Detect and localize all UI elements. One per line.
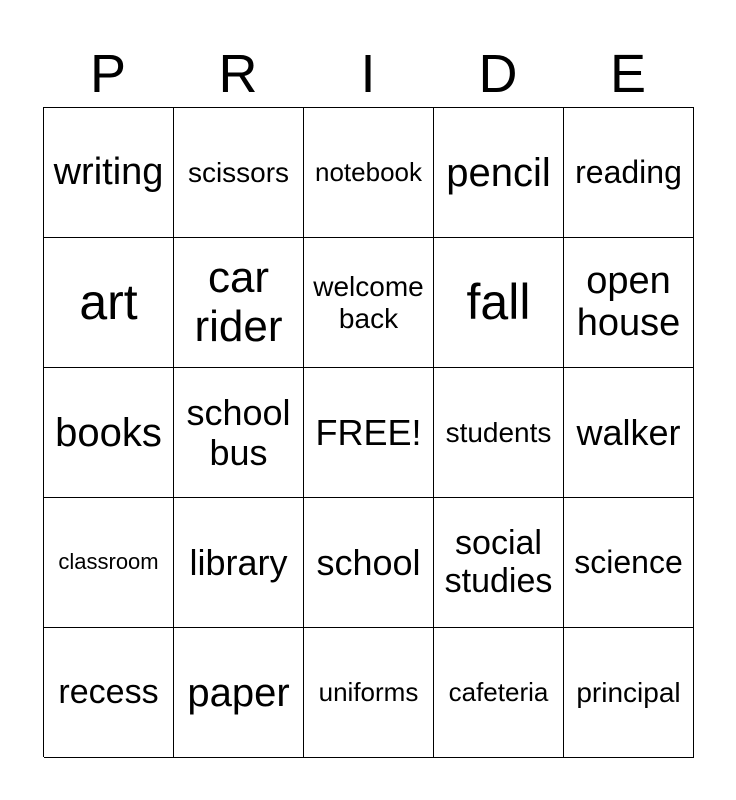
cell-label: FREE! [315, 411, 422, 453]
cell-label: walker [576, 411, 681, 453]
bingo-cell[interactable] [564, 368, 694, 498]
bingo-cell[interactable] [434, 368, 564, 498]
cell-label: fall [466, 274, 531, 330]
bingo-cell[interactable] [304, 628, 434, 758]
cell-label: books [55, 410, 162, 455]
bingo-cell[interactable] [174, 238, 304, 368]
bingo-cell[interactable] [434, 628, 564, 758]
bingo-cell[interactable] [434, 498, 564, 628]
bingo-header [43, 40, 693, 108]
bingo-cell[interactable] [304, 238, 434, 368]
cell-label: open house [576, 259, 681, 344]
bingo-cell[interactable] [44, 628, 174, 758]
bingo-cell[interactable] [174, 628, 304, 758]
header-letter-i: I [360, 44, 376, 104]
header-letter-p: P [89, 44, 127, 104]
cell-label: uniforms [318, 676, 419, 707]
cell-label: principal [576, 676, 681, 708]
cell-label: library [189, 541, 288, 583]
cell-label: writing [53, 150, 164, 193]
cell-label: pencil [446, 150, 551, 195]
cell-label: scissors [187, 156, 290, 188]
cell-label: notebook [315, 156, 422, 187]
bingo-cell[interactable] [564, 238, 694, 368]
cell-label: reading [575, 153, 682, 190]
cell-label: school [316, 541, 421, 583]
cell-label: cafeteria [448, 676, 549, 707]
bingo-cell[interactable] [304, 368, 434, 498]
bingo-cell[interactable] [304, 498, 434, 628]
bingo-cell[interactable] [564, 498, 694, 628]
cell-label: school bus [186, 391, 291, 473]
bingo-cell[interactable] [174, 498, 304, 628]
cell-label: students [445, 416, 552, 448]
cell-label: paper [187, 670, 290, 715]
bingo-cell[interactable] [44, 368, 174, 498]
bingo-cell[interactable] [44, 108, 174, 238]
cell-label: welcome back [313, 271, 424, 334]
bingo-cell[interactable] [44, 238, 174, 368]
cell-label: art [79, 274, 138, 330]
bingo-cell[interactable] [434, 238, 564, 368]
header-letter-e: E [609, 44, 647, 104]
header-letter-d: D [478, 44, 518, 104]
bingo-cell[interactable] [564, 108, 694, 238]
cell-label: social studies [444, 524, 553, 600]
header-letter-r: R [218, 44, 258, 104]
cell-label: recess [58, 672, 159, 711]
bingo-cell[interactable] [44, 498, 174, 628]
bingo-board [43, 107, 694, 757]
cell-label: science [574, 543, 683, 580]
cell-label: car rider [194, 253, 283, 351]
bingo-cell[interactable] [304, 108, 434, 238]
bingo-cell[interactable] [174, 368, 304, 498]
cell-label: classroom [58, 549, 159, 575]
bingo-cell[interactable] [174, 108, 304, 238]
bingo-cell[interactable] [434, 108, 564, 238]
bingo-cell[interactable] [564, 628, 694, 758]
